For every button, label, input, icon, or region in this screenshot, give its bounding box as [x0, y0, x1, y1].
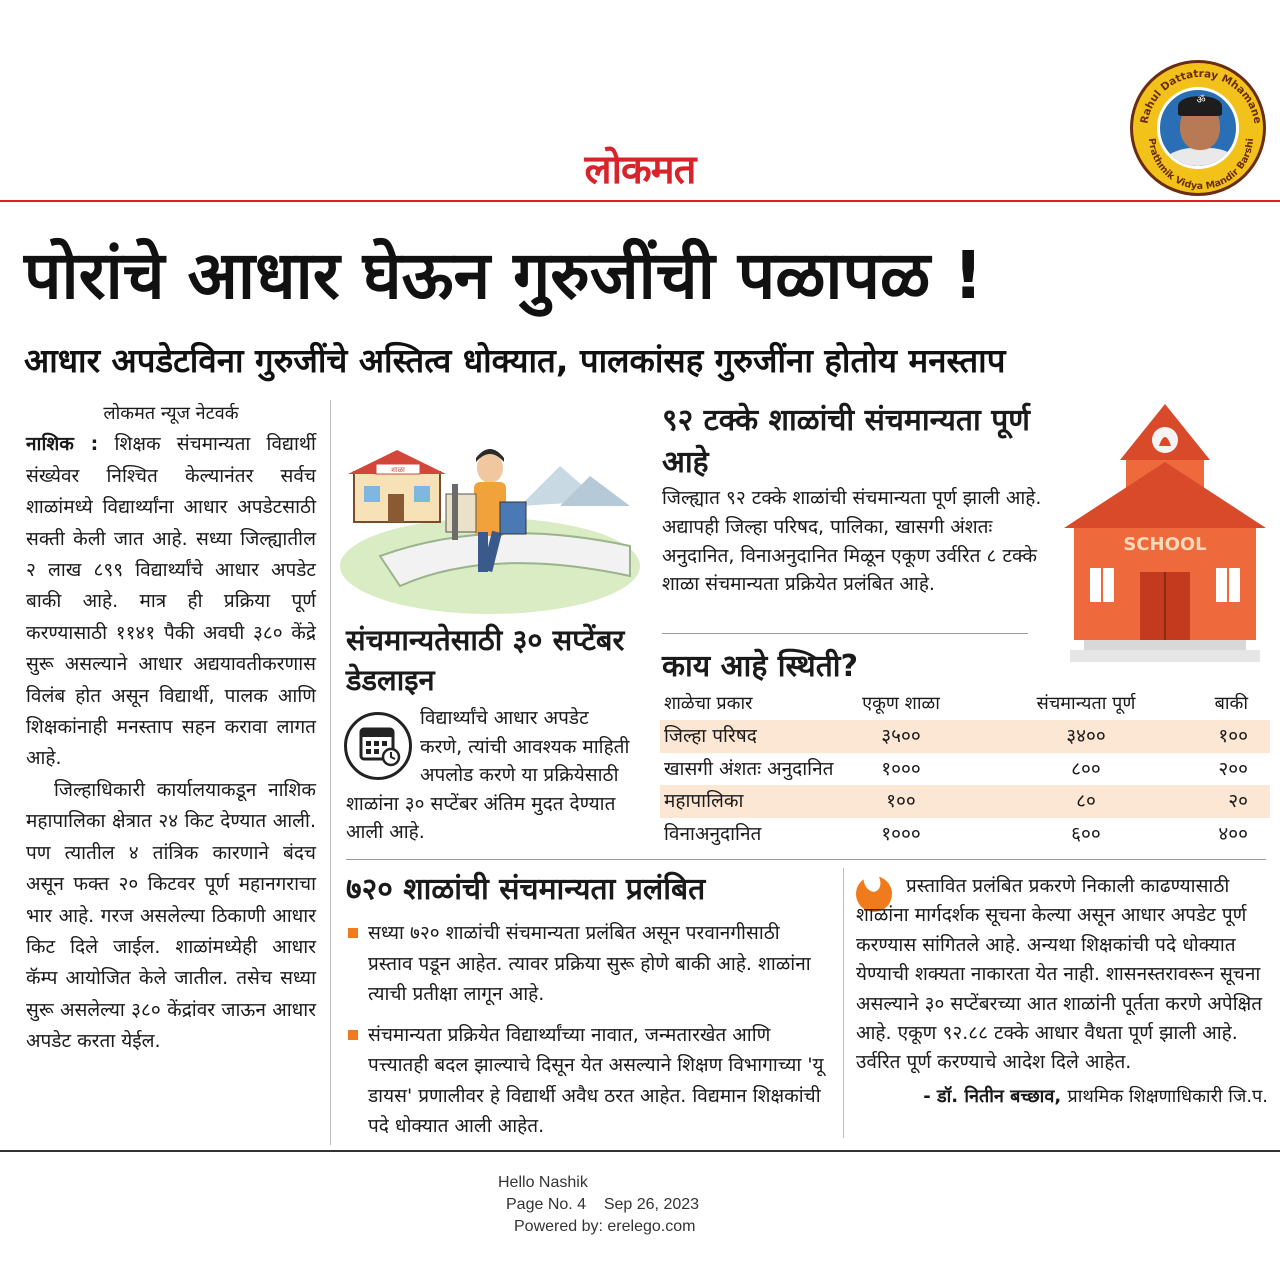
seal-ring-text [1133, 63, 1269, 199]
table-row [660, 753, 1270, 785]
masthead-rule [0, 200, 1280, 202]
list-item [346, 918, 830, 1010]
cell-completed: ३४०० [1066, 725, 1106, 748]
completion-heading: ९२ टक्के शाळांची संचमान्यता पूर्ण आहे [662, 403, 1030, 480]
deadline-heading: संचमान्यतेसाठी ३० सप्टेंबर डेडलाइन [346, 623, 625, 697]
footer-rule [0, 1150, 1280, 1152]
completion-body: जिल्ह्यात ९२ टक्के शाळांची संचमान्यता पूर्ण झाली आहे. अद्यापही जिल्हा परिषद, पालिका, खासगी अंशतः अनुदानित, विनाअनुदानित मिळून एकूण उर्वरित ८ टक्के शाळा संचमान्यता प्रक्रियेत प्रलंबित आहे. [662, 487, 1042, 596]
pending-bullets [346, 918, 830, 1152]
section-rule [346, 859, 1266, 860]
official-quote [856, 872, 1268, 1111]
header-total: एकूण शाळा [862, 693, 940, 714]
footer-powered: Powered by: erelego.com [514, 1218, 696, 1235]
table-header-row [660, 688, 1270, 720]
quote-signature [856, 1082, 1268, 1111]
school-sign: SCHOOL [1123, 534, 1207, 555]
deadline-body [346, 704, 636, 847]
school-building-illustration [1060, 400, 1270, 670]
quote-text: प्रस्तावित प्रलंबित प्रकरणे निकाली काढण्यासाठी शाळांना मार्गदर्शक सूचना केल्या असून आधार अपडेट पूर्ण करण्यास सांगितले आहे. अन्यथा शिक्षकांची पदे धोक्यात येण्याची शक्यता नाकारता येत नाही. शासनस्तरावरून सूचना असल्याने ३० सप्टेंबरच्या आत शाळांनी पूर्तता करणे अपेक्षित आहे. एकूण ९२.८८ टक्के आधार वैधता पूर्ण झाली आहे. उर्वरित पूर्ण करण्याचे आदेश दिले आहेत. [856, 875, 1263, 1074]
cell-completed: ८०० [1071, 757, 1101, 780]
cell-type: महापालिका [664, 790, 744, 813]
completion-rule [662, 633, 1028, 634]
column-divider [330, 400, 331, 1145]
headline: पोरांचे आधार घेऊन गुरुजींची पळापळ ! [24, 237, 984, 314]
article-paragraph-2: जिल्हाधिकारी कार्यालयाकडून नाशिक महापालिका क्षेत्रात २४ किट देण्यात आली. पण त्यातील ४ तांत्रिक कारणाने बंदच असून फक्त २० किटवर पूर्ण महानगराचा भार आहे. गरज असलेल्या ठिकाणी आधार किट दिले जाईल. शाळांमध्येही आधार कॅम्प आयोजित केले जातील. तसेच सध्या सुरू असलेल्या ३८० केंद्रांवर जाऊन आधार अपडेट करता येईल. [26, 778, 316, 1053]
main-article-column [26, 398, 316, 1058]
paragraph-1-text: शिक्षक संचमान्यता विद्यार्थी संख्येवर निश्चित केल्यानंतर सर्वच शाळांमध्ये विद्यार्थ्यांना आधार अपडेटसाठी सक्ती केली जात आहे. सध्या जिल्ह्यातील २ लाख ८९९ विद्यार्थ्यांचे आधार अपडेट बाकी आहे. मात्र ही प्रक्रिया पूर्ण करण्यासाठी ११४१ पैकी अवघी ३८० केंद्रे सुरू असल्याने आधार अद्ययावतीकरणास विलंब होत असून विद्यार्थी, पालक आणि शिक्षकांनाही मनस्ताप सहन करावा लागत आहे. [26, 433, 316, 770]
status-heading: काय आहे स्थिती? [662, 649, 858, 684]
byline: लोकमत न्यूज नेटवर्क [103, 403, 239, 424]
header-completed: संचमान्यता पूर्ण [1036, 693, 1136, 714]
bullet-square-icon [348, 1030, 358, 1040]
profile-seal [1130, 60, 1266, 196]
masthead [0, 130, 1280, 202]
quote-designation: प्राथमिक शिक्षणाधिकारी जि.प. [1067, 1085, 1268, 1107]
header-school-type: शाळेचा प्रकार [664, 693, 753, 714]
article-paragraph-1 [26, 429, 316, 774]
newspaper-logo: लोकमत [584, 146, 696, 193]
bullet-text: संचमान्यता प्रक्रियेत विद्यार्थ्यांच्या नावात, जन्मतारखेत आणि पत्त्यातही बदल झाल्याचे दिसून येत असल्याने शिक्षण विभागाच्या 'यू डायस' प्रणालीवर हे विद्यार्थी अवैध ठरत आहेत. विद्यमान शिक्षकांची पदे धोक्यात आली आहेत. [368, 1023, 824, 1137]
cell-type: खासगी अंशतः अनुदानित [664, 757, 834, 780]
footer-page-date [460, 1194, 780, 1216]
cell-completed: ६०० [1071, 822, 1101, 845]
cell-type: जिल्हा परिषद [664, 725, 757, 748]
cell-total: १००० [881, 822, 921, 845]
cell-total: ३५०० [881, 725, 921, 748]
illustration-school-sign: शाळा [391, 466, 405, 474]
bullet-square-icon [348, 928, 358, 938]
deadline-text: विद्यार्थ्यांचे आधार अपडेट करणे, त्यांची आवश्यक माहिती अपलोड करणे या प्रक्रियेसाठी शाळांना ३० सप्टेंबर अंतिम मुदत देण्यात आली आहे. [346, 707, 630, 843]
dateline: नाशिक : [26, 433, 99, 456]
subheadline: आधार अपडेटविना गुरुजींचे अस्तित्व धोक्यात, पालकांसह गुरुजींना होतोय मनस्ताप [24, 341, 1006, 380]
table-row [660, 785, 1270, 817]
svg-text:Prathmik Vidya Mandir Barshi [1146, 138, 1256, 192]
cell-remaining: ४०० [1218, 822, 1248, 845]
cell-remaining: १०० [1218, 725, 1248, 748]
cell-remaining: २०० [1218, 757, 1248, 780]
footer-date: Sep 26, 2023 [603, 1196, 700, 1213]
cell-remaining: २० [1228, 790, 1248, 813]
cell-total: १००० [881, 757, 921, 780]
teacher-walking-illustration [340, 406, 640, 616]
bullet-text: सध्या ७२० शाळांची संचमान्यता प्रलंबित असून परवानगीसाठी प्रस्ताव पडून आहेत. त्यावर प्रक्रिया सुरू होणे बाकी आहे. शाळांना त्याची प्रतीक्षा लागून आहे. [368, 922, 811, 1005]
cell-completed: ८० [1076, 790, 1096, 813]
footer [460, 1172, 780, 1238]
list-item [346, 1020, 830, 1142]
seal-school: Prathmik Vidya Mandir Barshi [1145, 137, 1257, 193]
pending-heading: ७२० शाळांची संचमान्यता प्रलंबित [346, 872, 706, 907]
cell-type: विनाअनुदानित [664, 822, 762, 845]
table-row [660, 818, 1270, 850]
quote-divider [843, 868, 844, 1138]
footer-publication: Hello Nashik [498, 1174, 588, 1191]
seal-name: Rahul Dattatray Mhamane [1138, 67, 1264, 125]
footer-page: Page No. 4 [506, 1196, 587, 1213]
quote-author: - डॉ. नितीन बच्छाव, [923, 1085, 1062, 1107]
table-row [660, 720, 1270, 752]
status-table [660, 688, 1270, 850]
cell-total: १०० [886, 790, 916, 813]
header-remaining: बाकी [1214, 693, 1248, 714]
seal-om-mark: ॐ [1196, 95, 1206, 106]
